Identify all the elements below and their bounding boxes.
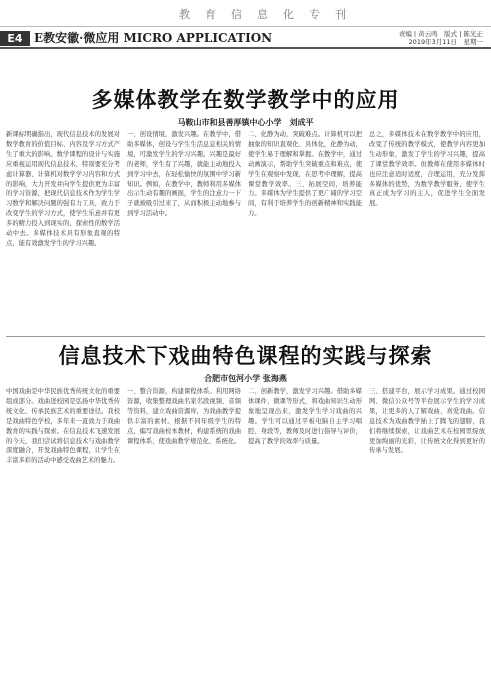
masthead-title: 教育信息化专刊 bbox=[179, 8, 361, 21]
masthead-banner bbox=[0, 0, 491, 30]
page-number: E4 bbox=[0, 31, 30, 46]
article-1-column-3 bbox=[248, 130, 362, 330]
article-2-column-3 bbox=[248, 387, 362, 682]
paragraph: 总之，多媒体技术在数学教学中的应用，改变了传统的教学模式，使教学内容更加生动形象，激发了学生的学习兴趣，提高了课堂教学效率。但教师在使用多媒体时也应注意适时适度，合理运用，充分发挥多媒体的优势，为数学教学服务，使学生真正成为学习的主人，促进学生全面发展。 bbox=[369, 131, 485, 208]
paragraph: 一、创设情境，激发兴趣。在教学中，借助多媒体，创设与学生生活息息相关的情境，可激发学生的学习兴趣。兴趣是最好的老师，学生有了兴趣，就能主动地投入到学习中去，在轻松愉快的氛围中学习新知识。例如，在教学中，教师利用多媒体出示生动有趣的画面，学生的注意力一下子就被吸引过来了，从而积极主动地参与到学习活动中。 bbox=[127, 131, 241, 218]
article-1-byline: 马鞍山市和县善厚镇中心小学 刘成平 bbox=[177, 118, 314, 127]
paragraph: 三、搭建平台，展示学习成果。通过校园网、微信公众号等平台展示学生的学习成果，让更多的人了解戏曲、喜爱戏曲。信息技术为戏曲教学插上了腾飞的翅膀，我们将继续探索，让戏曲艺术在校园里绽放更加绚丽的光彩，让传统文化得到更好的传承与发展。 bbox=[369, 388, 485, 455]
article-2-column-4 bbox=[369, 387, 485, 682]
section-title: E教安徽·微应用 MICRO APPLICATION bbox=[34, 31, 273, 45]
article-divider bbox=[6, 336, 485, 337]
article-1-title: 多媒体教学在数学教学中的应用 bbox=[91, 88, 400, 112]
issue-date: 2019年3月11日 星期一 bbox=[408, 38, 483, 46]
issue-meta bbox=[363, 30, 483, 46]
article-1-column-4 bbox=[369, 130, 485, 330]
header-rule bbox=[0, 47, 491, 49]
paragraph: 二、创新教学，激发学习兴趣。借助多媒体课件、微课等形式，将戏曲知识生动形象地呈现出来，激发学生学习戏曲的兴趣。学生可以通过平板电脑自主学习唱腔、身段等，教师及时进行指导与评价，提高了教学的效率与质量。 bbox=[248, 388, 362, 445]
masthead-rule bbox=[0, 26, 491, 27]
article-1-column-2 bbox=[127, 130, 241, 330]
article-2-column-2 bbox=[127, 387, 241, 682]
paragraph: 新课标明确指出，现代信息技术的发展对数学教育的价值目标、内容及学习方式产生了重大的影响。数学课程的设计与实施应重视运用现代信息技术，特别要充分考虑计算器、计算机对数学学习内容和方式的影响，大力开发并向学生提供更为丰富的学习资源，把现代信息技术作为学生学习数学和解决问题的强有力工具，致力于改变学生的学习方式，使学生乐意并有更多的精力投入到现实的、探索性的数学活动中去。多媒体技术具有形象直观的特点，能有效激发学生的学习兴趣。 bbox=[6, 131, 120, 247]
editor-credit: 责编 | 黄云鸣 版式 | 陈光正 bbox=[398, 30, 483, 38]
paragraph: 中国戏曲是中华民族优秀传统文化的重要组成部分。戏曲进校园是弘扬中华优秀传统文化、传承民族艺术的重要途径。我校是戏曲特色学校，多年来一直致力于戏曲教育的实践与探索。在信息技术飞速发展的今天，我们尝试将信息技术与戏曲教学深度融合，开发戏曲特色课程，让学生在丰富多彩的活动中感受戏曲艺术的魅力。 bbox=[6, 388, 120, 465]
article-2-title: 信息技术下戏曲特色课程的实践与探索 bbox=[58, 344, 433, 368]
article-2-column-1 bbox=[6, 387, 120, 682]
paragraph: 二、化静为动，突破难点。计算机可以把抽象的知识直观化、具体化，化静为动，使学生易于理解和掌握。在教学中，通过动画演示，帮助学生突破重点和难点，使学生在观察中发现，在思考中理解，提高课堂教学效率。三、拓展空间，培养能力。多媒体为学生提供了更广阔的学习空间，有利于培养学生的创新精神和实践能力。 bbox=[248, 131, 362, 218]
paragraph: 一、整合资源，构建课程体系。利用网络资源，收集整理戏曲名家名段视频、音频等资料，建立戏曲资源库，为戏曲教学提供丰富的素材。根据不同年级学生的特点，编写戏曲校本教材，构建系统的戏曲课程体系，使戏曲教学规范化、系统化。 bbox=[127, 388, 241, 445]
article-1-column-1 bbox=[6, 130, 120, 330]
article-2-byline: 合肥市包河小学 张海燕 bbox=[204, 374, 287, 383]
